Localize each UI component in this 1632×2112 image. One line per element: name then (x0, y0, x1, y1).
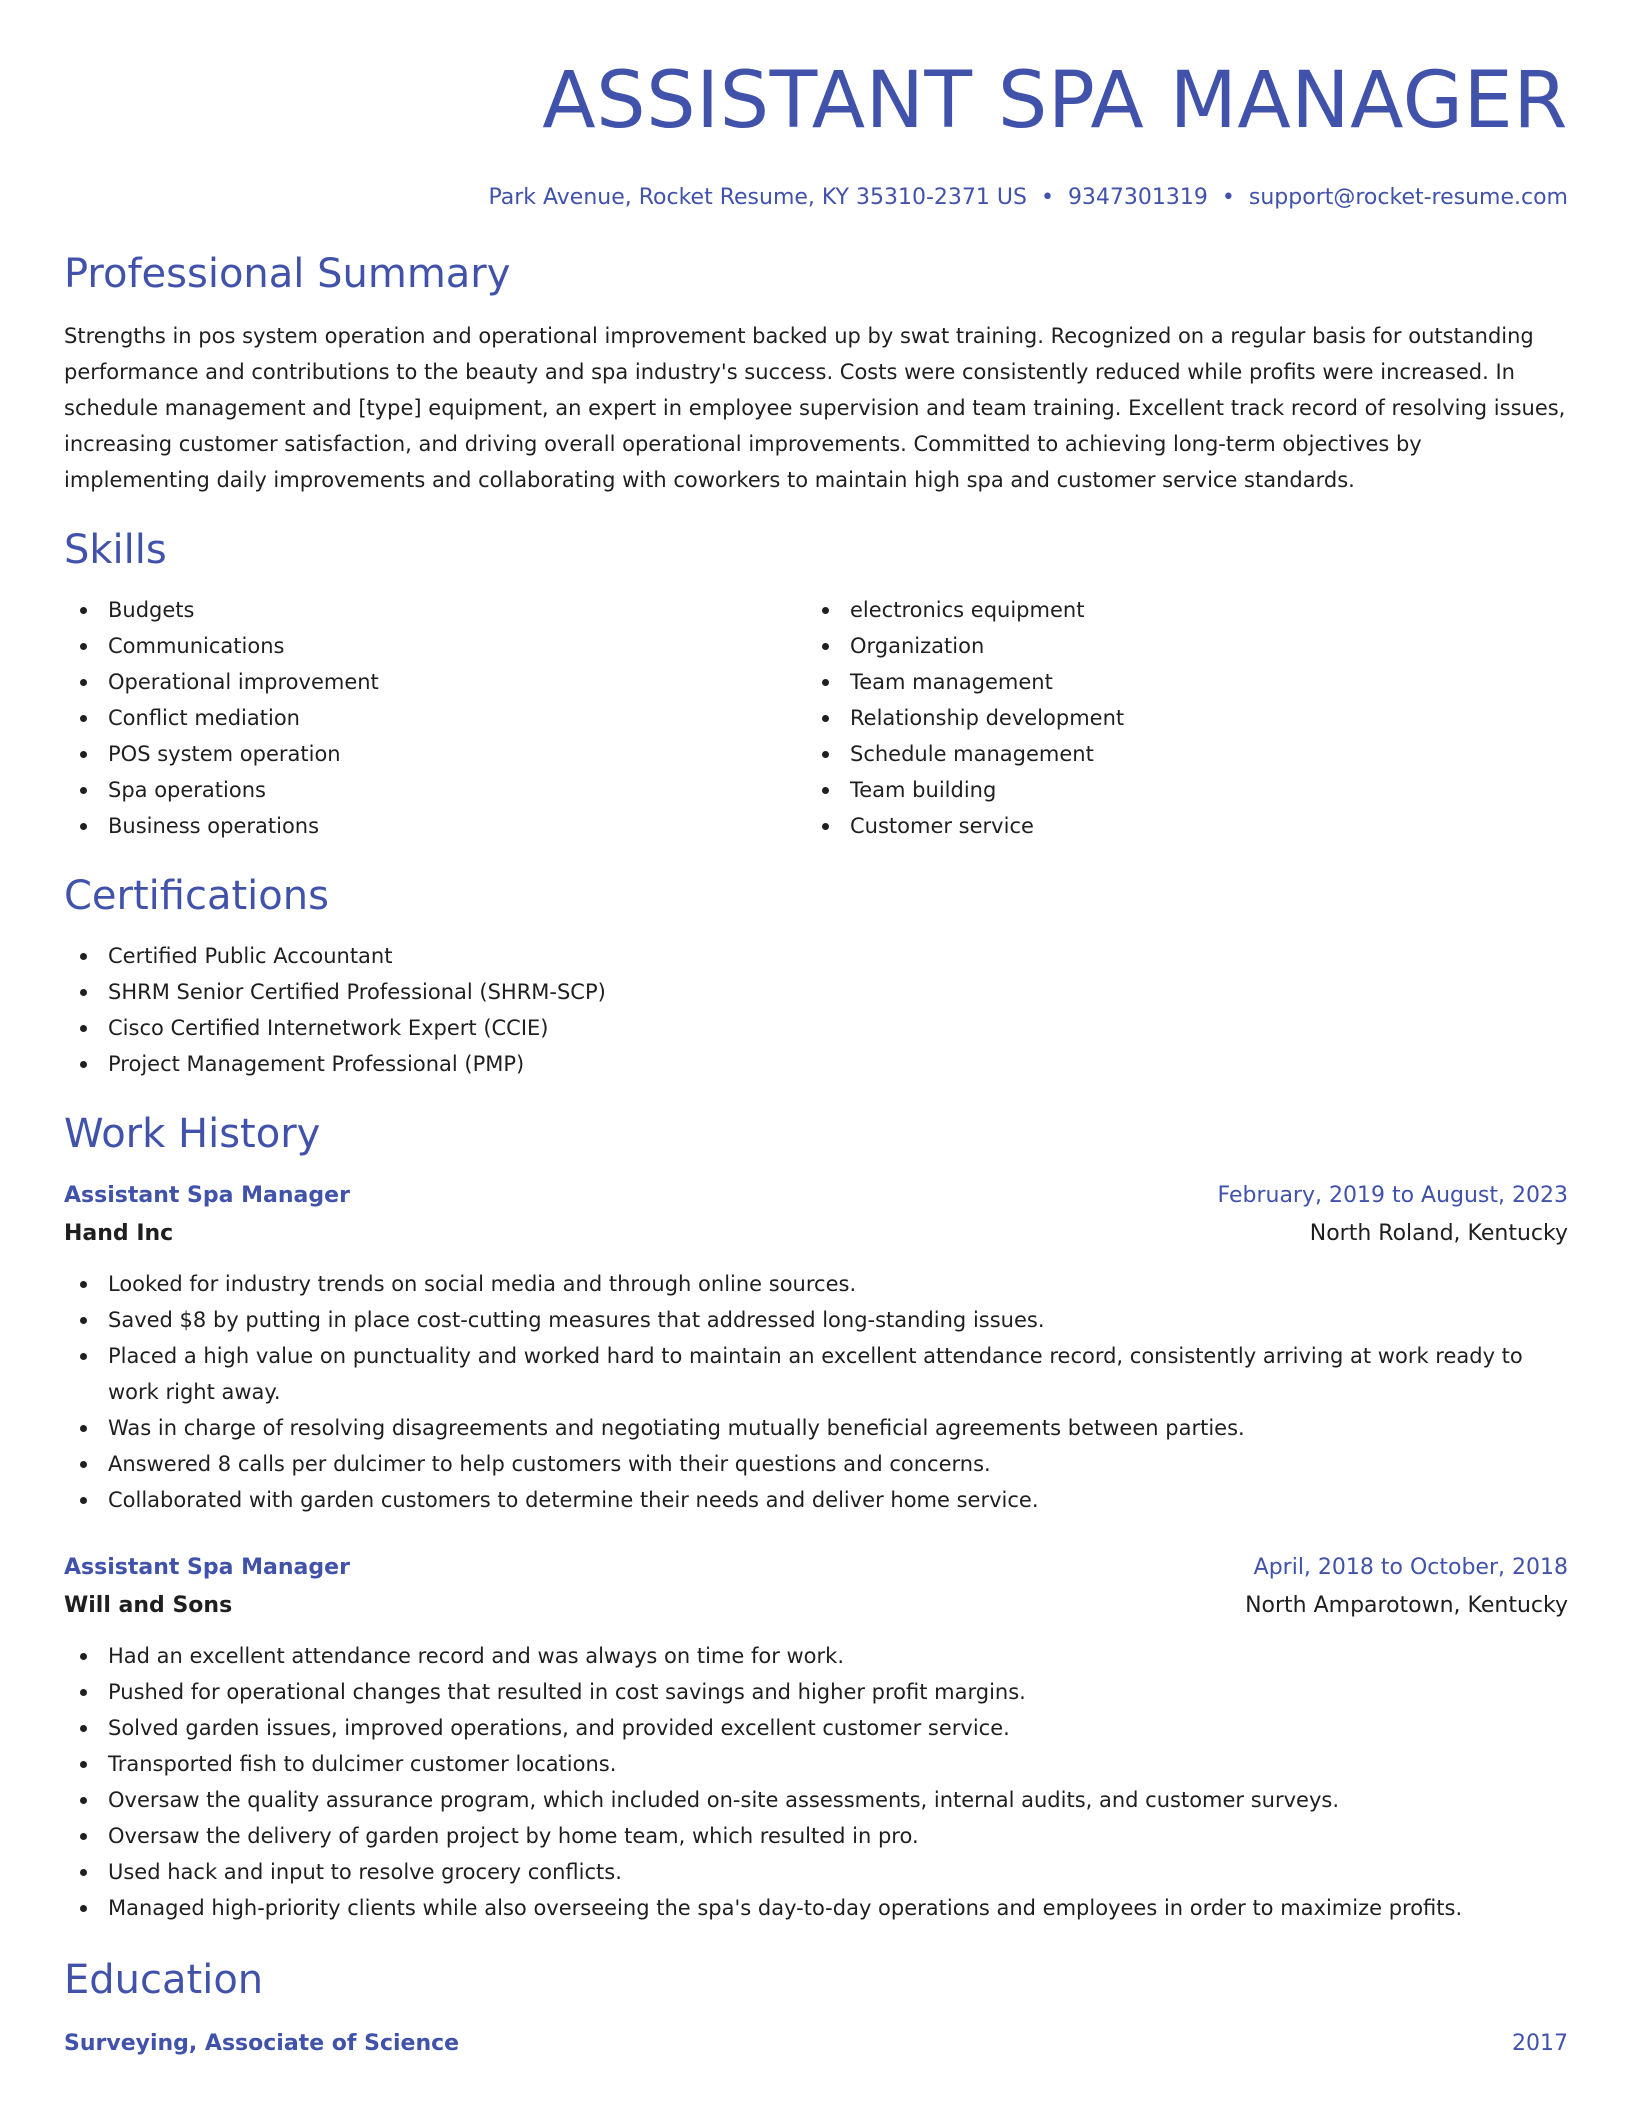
section-title-skills: Skills (64, 527, 167, 573)
job-bullet: Looked for industry trends on social media and through online sources. (64, 1266, 1568, 1302)
section-title-work-history: Work History (64, 1111, 321, 1157)
job-header-row (64, 1178, 1568, 1214)
certifications-section (64, 872, 1568, 1082)
job-bullet: Pushed for operational changes that resulted in cost savings and higher profit margins. (64, 1674, 1568, 1710)
contact-line (64, 184, 1568, 212)
job-header-row (64, 1550, 1568, 1586)
work-history-section (64, 1110, 1568, 1926)
job-bullet: Collaborated with garden customers to determine their needs and deliver home service. (64, 1482, 1568, 1518)
job-location: North Roland, Kentucky (1309, 1221, 1568, 1246)
skills-column-left (64, 592, 806, 844)
skill-item: electronics equipment (806, 592, 1548, 628)
job-bullet: Placed a high value on punctuality and worked hard to maintain an excellent attendance record, consistently arriving at work ready to work right away. (64, 1338, 1568, 1410)
certification-item: Cisco Certified Internetwork Expert (CCIE) (64, 1010, 1568, 1046)
certification-item: Project Management Professional (PMP) (64, 1046, 1568, 1082)
job-title: Assistant Spa Manager (64, 1555, 350, 1580)
skills-column-right (806, 592, 1548, 844)
job-bullet: Answered 8 calls per dulcimer to help customers with their questions and concerns. (64, 1446, 1568, 1482)
job-bullet: Was in charge of resolving disagreements and negotiating mutually beneficial agreements between parties. (64, 1410, 1568, 1446)
phone-text: 9347301319 (1067, 185, 1208, 210)
skill-item: Conflict mediation (64, 700, 806, 736)
address-text: Park Avenue, Rocket Resume, KY 35310-2371 US (488, 185, 1027, 210)
job-bullet: Managed high-priority clients while also overseeing the spa's day-to-day operations and employees in order to maximize profits. (64, 1890, 1568, 1926)
job-bullet: Oversaw the delivery of garden project by home team, which resulted in pro. (64, 1818, 1568, 1854)
skill-item: Communications (64, 628, 806, 664)
section-title-education: Education (64, 1957, 264, 2003)
job-bullet: Oversaw the quality assurance program, which included on-site assessments, internal audits, and customer surveys. (64, 1782, 1568, 1818)
section-title-certifications: Certifications (64, 873, 329, 919)
job-bullets (64, 1266, 1568, 1518)
skill-item: Team building (806, 772, 1548, 808)
certification-item: Certified Public Accountant (64, 938, 1568, 974)
job-bullet: Used hack and input to resolve grocery conflicts. (64, 1854, 1568, 1890)
education-degree: Surveying, Associate of Science (64, 2031, 460, 2056)
education-section (64, 1956, 1568, 2062)
job-dates: February, 2019 to August, 2023 (1217, 1183, 1568, 1208)
skill-item: Spa operations (64, 772, 806, 808)
summary-section (64, 250, 1568, 498)
skills-list-right (806, 592, 1548, 844)
skills-grid (64, 592, 1568, 844)
job-title: Assistant Spa Manager (64, 1183, 350, 1208)
job-bullet: Transported fish to dulcimer customer locations. (64, 1746, 1568, 1782)
job-entry (64, 1178, 1568, 1518)
skill-item: Operational improvement (64, 664, 806, 700)
email-link[interactable]: support@rocket-resume.com (1248, 185, 1568, 210)
skill-item: POS system operation (64, 736, 806, 772)
skills-section (64, 526, 1568, 844)
skill-item: Relationship development (806, 700, 1548, 736)
section-title-summary: Professional Summary (64, 251, 511, 297)
separator-dot: • (1221, 185, 1235, 210)
certification-item: SHRM Senior Certified Professional (SHRM-SCP) (64, 974, 1568, 1010)
job-entry (64, 1550, 1568, 1926)
skill-item: Customer service (806, 808, 1548, 844)
summary-text: Strengths in pos system operation and operational improvement backed up by swat training. Recognized on a regular basis for outstanding performance and contributions to the beauty and spa industry's success. Costs were consistently reduced while profits were increased. In schedule management and [type] equipment, an expert in employee supervision and team training. Excellent track record of resolving issues, increasing customer satisfaction, and driving overall operational improvements. Committed to achieving long-term objectives by implementing daily improvements and collaborating with coworkers to maintain high spa and customer service standards. (64, 324, 1566, 492)
job-location: North Amparotown, Kentucky (1245, 1593, 1568, 1618)
education-year: 2017 (1512, 2031, 1568, 2056)
job-dates: April, 2018 to October, 2018 (1253, 1555, 1568, 1580)
job-company-row (64, 1586, 1568, 1626)
skill-item: Schedule management (806, 736, 1548, 772)
certifications-list (64, 938, 1568, 1082)
skill-item: Organization (806, 628, 1548, 664)
separator-dot: • (1040, 185, 1054, 210)
company-name: Hand Inc (64, 1221, 174, 1246)
job-bullets (64, 1638, 1568, 1926)
skill-item: Budgets (64, 592, 806, 628)
skill-item: Team management (806, 664, 1548, 700)
job-bullet: Saved $8 by putting in place cost-cutting measures that addressed long-standing issues. (64, 1302, 1568, 1338)
job-company-row (64, 1214, 1568, 1254)
skills-list-left (64, 592, 806, 844)
company-name: Will and Sons (64, 1593, 233, 1618)
resume-header (64, 56, 1568, 212)
skill-item: Business operations (64, 808, 806, 844)
education-entry (64, 2026, 1568, 2062)
job-bullet: Had an excellent attendance record and was always on time for work. (64, 1638, 1568, 1674)
job-bullet: Solved garden issues, improved operations, and provided excellent customer service. (64, 1710, 1568, 1746)
candidate-name: ASSISTANT SPA MANAGER (542, 56, 1568, 146)
